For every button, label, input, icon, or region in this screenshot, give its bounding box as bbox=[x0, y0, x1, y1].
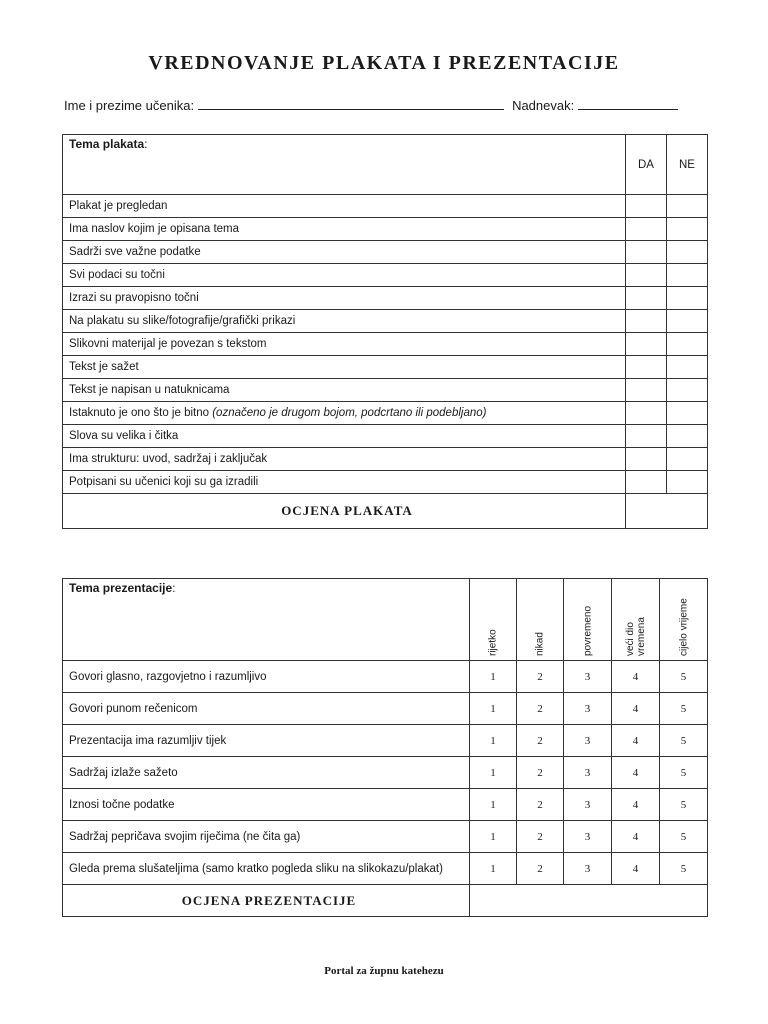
score-option-1[interactable]: 1 bbox=[470, 821, 517, 853]
score-option-5[interactable]: 5 bbox=[660, 853, 708, 885]
criterion-cell: Govori glasno, razgovjetno i razumljivo bbox=[63, 661, 470, 693]
criterion-cell bbox=[63, 402, 626, 425]
score-option-4[interactable]: 4 bbox=[612, 757, 660, 789]
page-title: VREDNOVANJE PLAKATA I PREZENTACIJE bbox=[148, 52, 620, 74]
no-checkbox-cell[interactable] bbox=[667, 356, 708, 379]
yes-checkbox-cell[interactable] bbox=[626, 333, 667, 356]
yes-checkbox-cell[interactable] bbox=[626, 425, 667, 448]
criterion-cell bbox=[63, 448, 626, 471]
criterion-cell bbox=[63, 333, 626, 356]
score-option-4[interactable]: 4 bbox=[612, 821, 660, 853]
no-checkbox-cell[interactable] bbox=[667, 310, 708, 333]
criterion-text: Istaknuto je ono što je bitno bbox=[69, 407, 210, 419]
student-name-field[interactable] bbox=[198, 97, 504, 110]
yes-checkbox-cell[interactable] bbox=[626, 310, 667, 333]
no-checkbox-cell[interactable] bbox=[667, 448, 708, 471]
scale-header-5 bbox=[660, 579, 708, 661]
date-field[interactable] bbox=[578, 97, 678, 110]
no-checkbox-cell[interactable] bbox=[667, 195, 708, 218]
table-row bbox=[63, 789, 708, 821]
col-yes-header: DA bbox=[626, 135, 667, 195]
score-option-5[interactable]: 5 bbox=[660, 693, 708, 725]
table-row bbox=[63, 425, 708, 448]
col-no-header: NE bbox=[667, 135, 708, 195]
yes-checkbox-cell[interactable] bbox=[626, 402, 667, 425]
score-option-3[interactable]: 3 bbox=[564, 821, 612, 853]
criterion-cell: Gleda prema slušateljima (samo kratko pogleda sliku na slikokazu/plakat) bbox=[63, 853, 470, 885]
score-option-4[interactable]: 4 bbox=[612, 789, 660, 821]
presentation-grade-label: OCJENA PREZENTACIJE bbox=[63, 885, 470, 917]
criterion-cell bbox=[63, 287, 626, 310]
footer-text: Portal za župnu katehezu bbox=[324, 965, 444, 977]
table-row bbox=[63, 287, 708, 310]
yes-checkbox-cell[interactable] bbox=[626, 264, 667, 287]
yes-checkbox-cell[interactable] bbox=[626, 287, 667, 310]
criterion-cell: Sadržaj pepričava svojim riječima (ne čita ga) bbox=[63, 821, 470, 853]
score-option-1[interactable]: 1 bbox=[470, 725, 517, 757]
criterion-text: Na plakatu su slike/fotografije/grafički prikazi bbox=[69, 315, 296, 327]
table-row bbox=[63, 195, 708, 218]
criterion-cell: Iznosi točne podatke bbox=[63, 789, 470, 821]
yes-checkbox-cell[interactable] bbox=[626, 195, 667, 218]
criterion-text: Tekst je napisan u natuknicama bbox=[69, 384, 230, 396]
scale-header-1 bbox=[470, 579, 517, 661]
poster-header-row bbox=[63, 135, 708, 195]
scale-header-3 bbox=[564, 579, 612, 661]
scale-label: rijetko bbox=[487, 629, 499, 656]
criterion-cell: Sadržaj izlaže sažeto bbox=[63, 757, 470, 789]
table-row bbox=[63, 757, 708, 789]
table-row bbox=[63, 241, 708, 264]
table-row bbox=[63, 471, 708, 494]
score-option-4[interactable]: 4 bbox=[612, 693, 660, 725]
yes-checkbox-cell[interactable] bbox=[626, 356, 667, 379]
table-row bbox=[63, 693, 708, 725]
no-checkbox-cell[interactable] bbox=[667, 287, 708, 310]
presentation-topic-label: Tema prezentacije bbox=[69, 581, 173, 595]
table-row bbox=[63, 853, 708, 885]
scale-header-2 bbox=[517, 579, 564, 661]
scale-header-4 bbox=[612, 579, 660, 661]
scale-label: povremeno bbox=[582, 605, 593, 656]
criterion-text: Plakat je pregledan bbox=[69, 200, 168, 212]
score-option-3[interactable]: 3 bbox=[564, 725, 612, 757]
score-option-5[interactable]: 5 bbox=[660, 725, 708, 757]
no-checkbox-cell[interactable] bbox=[667, 425, 708, 448]
score-option-1[interactable]: 1 bbox=[470, 693, 517, 725]
criterion-cell bbox=[63, 471, 626, 494]
table-row bbox=[63, 402, 708, 425]
student-name-label: Ime i prezime učenika: bbox=[64, 98, 195, 113]
score-option-5[interactable]: 5 bbox=[660, 757, 708, 789]
poster-grade-label: OCJENA PLAKATA bbox=[63, 494, 626, 529]
criterion-text: Slikovni materijal je povezan s tekstom bbox=[69, 338, 267, 350]
criterion-text: Izrazi su pravopisno točni bbox=[69, 292, 199, 304]
criterion-cell bbox=[63, 379, 626, 402]
poster-topic-label: Tema plakata bbox=[69, 137, 145, 151]
no-checkbox-cell[interactable] bbox=[667, 218, 708, 241]
table-row bbox=[63, 333, 708, 356]
score-option-3[interactable]: 3 bbox=[564, 661, 612, 693]
criterion-text: Sadrži sve važne podatke bbox=[69, 246, 201, 258]
score-option-4[interactable]: 4 bbox=[612, 725, 660, 757]
no-checkbox-cell[interactable] bbox=[667, 333, 708, 356]
scale-label: veći dio vremena bbox=[624, 617, 647, 656]
student-info-line bbox=[64, 97, 714, 113]
criterion-text: Slova su velika i čitka bbox=[69, 430, 179, 442]
table-row bbox=[63, 310, 708, 333]
poster-topic-colon: : bbox=[144, 137, 148, 151]
criterion-cell bbox=[63, 425, 626, 448]
criterion-cell: Govori punom rečenicom bbox=[63, 693, 470, 725]
table-row bbox=[63, 448, 708, 471]
poster-grade-row bbox=[63, 494, 708, 529]
no-checkbox-cell[interactable] bbox=[667, 241, 708, 264]
yes-checkbox-cell[interactable] bbox=[626, 471, 667, 494]
table-row bbox=[63, 264, 708, 287]
presentation-topic-colon: : bbox=[172, 581, 176, 595]
presentation-grade-row bbox=[63, 885, 708, 917]
scale-label: cijelo vrijeme bbox=[678, 598, 689, 656]
criterion-text: Svi podaci su točni bbox=[69, 269, 165, 281]
criterion-text: Ima strukturu: uvod, sadržaj i zaključak bbox=[69, 453, 268, 465]
criterion-cell bbox=[63, 310, 626, 333]
criterion-text: Potpisani su učenici koji su ga izradili bbox=[69, 476, 259, 488]
score-option-3[interactable]: 3 bbox=[564, 693, 612, 725]
score-option-2[interactable]: 2 bbox=[517, 661, 564, 693]
score-option-3[interactable]: 3 bbox=[564, 789, 612, 821]
score-option-2[interactable]: 2 bbox=[517, 821, 564, 853]
score-option-2[interactable]: 2 bbox=[517, 789, 564, 821]
table-row bbox=[63, 725, 708, 757]
presentation-grade-value-cell[interactable] bbox=[470, 885, 708, 917]
date-label: Nadnevak: bbox=[512, 98, 575, 113]
score-option-2[interactable]: 2 bbox=[517, 853, 564, 885]
score-option-2[interactable]: 2 bbox=[517, 757, 564, 789]
no-checkbox-cell[interactable] bbox=[667, 379, 708, 402]
score-option-5[interactable]: 5 bbox=[660, 661, 708, 693]
score-option-1[interactable]: 1 bbox=[470, 853, 517, 885]
presentation-header-row bbox=[63, 579, 708, 661]
criterion-text: Ima naslov kojim je opisana tema bbox=[69, 223, 240, 235]
table-row bbox=[63, 661, 708, 693]
score-option-4[interactable]: 4 bbox=[612, 661, 660, 693]
criterion-text: Tekst je sažet bbox=[69, 361, 139, 373]
criterion-cell bbox=[63, 356, 626, 379]
score-option-5[interactable]: 5 bbox=[660, 789, 708, 821]
score-option-2[interactable]: 2 bbox=[517, 725, 564, 757]
score-option-1[interactable]: 1 bbox=[470, 661, 517, 693]
table-row bbox=[63, 379, 708, 402]
poster-evaluation-table bbox=[62, 134, 708, 529]
presentation-topic-cell[interactable] bbox=[63, 579, 470, 661]
scale-label: nikad bbox=[534, 632, 546, 656]
yes-checkbox-cell[interactable] bbox=[626, 379, 667, 402]
poster-grade-value-cell[interactable] bbox=[626, 494, 708, 529]
criterion-cell: Prezentacija ima razumljiv tijek bbox=[63, 725, 470, 757]
score-option-1[interactable]: 1 bbox=[470, 789, 517, 821]
criterion-cell bbox=[63, 218, 626, 241]
table-row bbox=[63, 356, 708, 379]
presentation-evaluation-table bbox=[62, 578, 708, 917]
yes-checkbox-cell[interactable] bbox=[626, 448, 667, 471]
score-option-5[interactable]: 5 bbox=[660, 821, 708, 853]
score-option-3[interactable]: 3 bbox=[564, 853, 612, 885]
criterion-note: (označeno je drugom bojom, podcrtano ili podebljano) bbox=[212, 407, 487, 419]
criterion-cell bbox=[63, 264, 626, 287]
poster-topic-cell[interactable] bbox=[63, 135, 626, 195]
criterion-cell bbox=[63, 195, 626, 218]
score-option-2[interactable]: 2 bbox=[517, 693, 564, 725]
criterion-cell bbox=[63, 241, 626, 264]
no-checkbox-cell[interactable] bbox=[667, 264, 708, 287]
score-option-4[interactable]: 4 bbox=[612, 853, 660, 885]
yes-checkbox-cell[interactable] bbox=[626, 241, 667, 264]
no-checkbox-cell[interactable] bbox=[667, 471, 708, 494]
yes-checkbox-cell[interactable] bbox=[626, 218, 667, 241]
score-option-3[interactable]: 3 bbox=[564, 757, 612, 789]
no-checkbox-cell[interactable] bbox=[667, 402, 708, 425]
score-option-1[interactable]: 1 bbox=[470, 757, 517, 789]
table-row bbox=[63, 821, 708, 853]
table-row bbox=[63, 218, 708, 241]
